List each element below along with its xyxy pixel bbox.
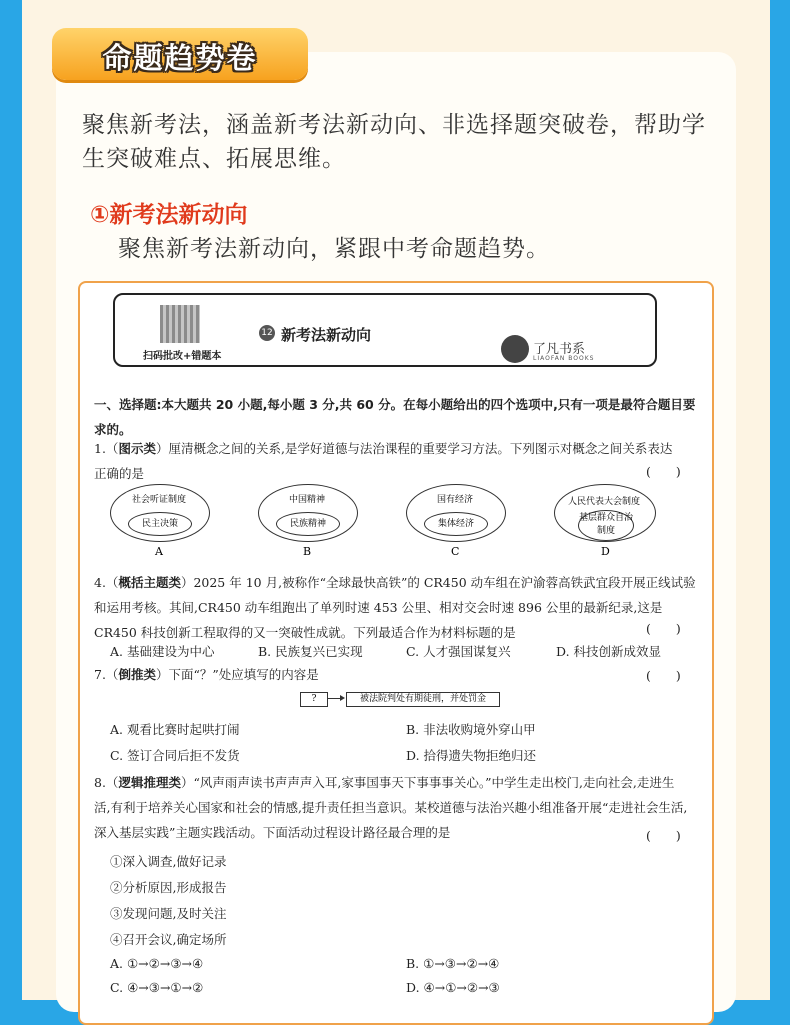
diagram-b-letter: B — [303, 545, 312, 558]
diagram-a-outer-label: 社会听证制度 — [131, 495, 186, 505]
q8-answer-paren: ( ) — [646, 828, 681, 843]
diagram-d-letter: D — [601, 545, 610, 558]
section-title: ①新考法新动向 — [90, 202, 248, 228]
diagram-b-outer-label: 中国精神 — [288, 495, 325, 505]
q4-answer-paren: ( ) — [646, 621, 681, 636]
question-7 — [94, 662, 634, 687]
q8-stem: ）“风声雨声读书声声声入耳,家事国事天下事事事关心。”中学生走出校门,走向社会,走进生活,有利于培养关心国家和社会的情感,提升责任担当意识。某校道德与法治兴趣小组准备开展“走进社会生活,深入基层实践”主题实践活动。下面活动过程设计路径最合理的是 — [94, 775, 688, 840]
title-banner — [52, 28, 308, 80]
diagram-a-letter: A — [155, 545, 163, 558]
q4-option-c[interactable]: C. 人才强国谋复兴 — [406, 644, 511, 659]
section-desc: 聚焦新考法新动向，紧跟中考命题趋势。 — [118, 236, 550, 262]
paper-title: 新考法新动向 — [281, 326, 372, 344]
q7-option-c[interactable]: C. 签订合同后拒不发货 — [110, 748, 240, 763]
question-8 — [94, 770, 690, 845]
q1-tag: 图示类 — [118, 441, 156, 456]
q8-tag: 逻辑推理类 — [118, 775, 181, 790]
qr-caption: 扫码批改+错题本 — [143, 351, 222, 362]
q7-flow-arrow-head-icon — [340, 695, 345, 701]
part1-instructions: 一、选择题:本大题共 20 小题,每小题 3 分,共 60 分。在每小题给出的四个选项中,只有一项是最符合题目要求的。 — [94, 397, 696, 437]
q7-flow-question-box: ? — [300, 692, 328, 707]
q7-num: 7.（ — [94, 667, 119, 682]
q7-tag: 倒推类 — [118, 667, 156, 682]
q8-option-b[interactable]: B. ①→③→②→④ — [406, 956, 500, 971]
q8-step-1: ①深入调查,做好记录 — [110, 854, 227, 869]
paper-number-badge: 12 — [259, 325, 275, 341]
q4-num: 4.（ — [94, 575, 119, 590]
q4-option-b[interactable]: B. 民族复兴已实现 — [258, 644, 363, 659]
q8-step-4: ④召开会议,确定场所 — [110, 932, 227, 947]
diagram-b-inner: 民族精神 — [276, 512, 340, 536]
q8-num: 8.（ — [94, 775, 119, 790]
diagram-c-inner: 集体经济 — [424, 512, 488, 536]
paper-header — [113, 293, 657, 367]
q8-step-2: ②分析原因,形成报告 — [110, 880, 227, 895]
q1-num: 1.（ — [94, 441, 119, 456]
q7-answer-paren: ( ) — [646, 668, 681, 683]
q4-option-d[interactable]: D. 科技创新成效显 — [556, 644, 662, 659]
q7-option-d[interactable]: D. 拾得遗失物拒绝归还 — [406, 748, 537, 763]
q4-tag: 概括主题类 — [118, 575, 181, 590]
diagram-c-letter: C — [451, 545, 460, 558]
qr-code-icon[interactable] — [160, 305, 200, 343]
q7-flow-result-box: 被法院判处有期徒刑，并处罚金 — [346, 692, 500, 707]
q8-step-3: ③发现问题,及时关注 — [110, 906, 227, 921]
publisher-name: 了凡书系 — [533, 342, 586, 357]
q7-stem: ）下面“？”处应填写的内容是 — [155, 667, 319, 682]
publisher-subtitle: LIAOFAN BOOKS — [533, 355, 595, 362]
q8-option-a[interactable]: A. ①→②→③→④ — [110, 956, 204, 971]
q8-option-d[interactable]: D. ④→①→②→③ — [406, 980, 500, 995]
q1-answer-paren: ( ) — [646, 464, 681, 479]
q4-stem: ）2025 年 10 月,被称作“全球最快高铁”的 CR450 动车组在沪渝蓉高铁武宜段开展正线试验和运用考核。其间,CR450 动车组跑出了单列时速 453 公里、相对交会时速 896 公里的最新纪录,这是 CR450 科技创新工程取得的又一突破性成就。下列最适合作为材料标题的是 — [94, 575, 696, 640]
q7-option-b[interactable]: B. 非法收购境外穿山甲 — [406, 722, 536, 737]
diagram-a-inner: 民主决策 — [128, 512, 192, 536]
q4-option-a[interactable]: A. 基础建设为中心 — [110, 644, 215, 659]
q8-option-c[interactable]: C. ④→③→①→② — [110, 980, 204, 995]
question-1 — [94, 436, 674, 486]
q7-option-a[interactable]: A. 观看比赛时起哄打闹 — [110, 722, 240, 737]
q1-stem: ）厘清概念之间的关系,是学好道德与法治课程的重要学习方法。下列图示对概念之间关系表达正确的是 — [94, 441, 673, 481]
banner-title: 命题趋势卷 — [102, 41, 258, 75]
publisher-logo-icon — [501, 335, 529, 363]
diagram-c-outer-label: 国有经济 — [436, 495, 473, 505]
diagram-d-outer-label: 人民代表大会制度 — [567, 497, 640, 507]
question-4 — [94, 570, 698, 645]
intro-text: 聚焦新考法，涵盖新考法新动向、非选择题突破卷，帮助学生突破难点、拓展思维。 — [82, 112, 706, 172]
diagram-d-inner: 基层群众自治制度 — [578, 510, 634, 541]
